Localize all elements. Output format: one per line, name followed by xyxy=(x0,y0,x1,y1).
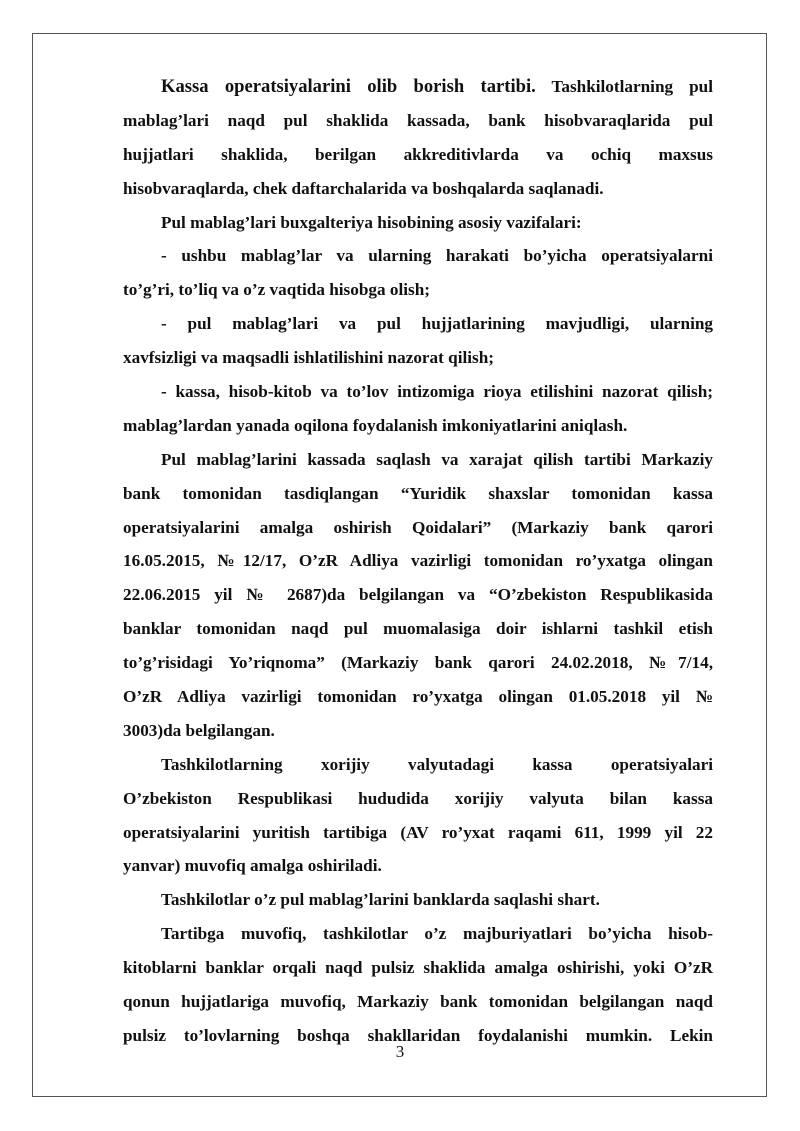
paragraph-line: Pul mablag’larini kassada saqlash va xarajat qilish tartibi Markaziy xyxy=(161,449,713,469)
section-heading: Kassa operatsiyalarini olib borish tartibi. xyxy=(161,76,536,97)
list-item-line: - pul mablag’lari va pul hujjatlarining mavjudligi, ularning xyxy=(161,314,713,334)
paragraph-line: to’g’risidagi Yo’riqnoma” (Markaziy bank qarori 24.02.2018, №7/14, xyxy=(123,653,713,673)
paragraph-line: Kassa operatsiyalarini olib borish tartibi. Tashkilotlarning pul xyxy=(161,76,713,97)
list-item-line: - ushbu mablag’lar va ularning harakati bo’yicha operatsiyalarni xyxy=(161,246,713,266)
paragraph-line: bank tomonidan tasdiqlangan “Yuridik shaxslar tomonidan kassa xyxy=(123,483,713,503)
paragraph-line: Tartibga muvofiq, tashkilotlar o’z majburiyatlari bo’yicha hisob- xyxy=(161,924,713,944)
paragraph-line: pulsiz to’lovlarning boshqa shakllaridan foydalanishi mumkin. Lekin xyxy=(123,1025,713,1045)
paragraph-line: hujjatlari shaklida, berilgan akkreditivlarda va ochiq maxsus xyxy=(123,144,713,164)
paragraph-line: operatsiyalarini yuritish tartibiga (AV ro’yxat raqami 611, 1999 yil 22 xyxy=(123,822,713,842)
list-item-line: to’g’ri, to’liq va o’z vaqtida hisobga olish; xyxy=(123,280,430,300)
paragraph-line: Pul mablag’lari buxgalteriya hisobining asosiy vazifalari: xyxy=(161,212,582,232)
paragraph-line: qonun hujjatlariga muvofiq, Markaziy bank tomonidan belgilangan naqd xyxy=(123,992,713,1012)
document-body xyxy=(123,70,713,1053)
paragraph-line: operatsiyalarini amalga oshirish Qoidalari” (Markaziy bank qarori xyxy=(123,517,713,537)
paragraph-line: mablag’lari naqd pul shaklida kassada, bank hisobvaraqlarida pul xyxy=(123,110,713,130)
list-item-line: - kassa, hisob-kitob va to’lov intizomiga rioya etilishini nazorat qilish; xyxy=(161,382,713,402)
paragraph-line: kitoblarni banklar orqali naqd pulsiz shaklida amalga oshirishi, yoki O’zR xyxy=(123,958,713,978)
paragraph-line: 16.05.2015, №12/17, O’zR Adliya vazirligi tomonidan ro’yxatga olingan xyxy=(123,551,713,571)
paragraph-line: Tashkilotlarning xorijiy valyutadagi kassa operatsiyalari xyxy=(161,754,713,774)
paragraph-line: hisobvaraqlarda, chek daftarchalarida va boshqalarda saqlanadi. xyxy=(123,178,604,198)
paragraph-line: yanvar) muvofiq amalga oshiriladi. xyxy=(123,856,382,876)
list-item-line: xavfsizligi va maqsadli ishlatilishini nazorat qilish; xyxy=(123,348,495,368)
list-item-line: mablag’lardan yanada oqilona foydalanish imkoniyatlarini aniqlash. xyxy=(123,415,628,435)
paragraph-line: 3003)da belgilangan. xyxy=(123,720,275,740)
paragraph-line: 22.06.2015 yil № 2687)da belgilangan va “O’zbekiston Respublikasida xyxy=(123,585,713,605)
paragraph-line: O’zR Adliya vazirligi tomonidan ro’yxatga olingan 01.05.2018 yil № xyxy=(123,687,713,707)
paragraph-line: O’zbekiston Respublikasi hududida xorijiy valyuta bilan kassa xyxy=(123,788,713,808)
paragraph-line: banklar tomonidan naqd pul muomalasiga doir ishlarni tashkil etish xyxy=(123,619,713,639)
paragraph-line: Tashkilotlar o’z pul mablag’larini banklarda saqlashi shart. xyxy=(161,890,600,910)
page-number: 3 xyxy=(395,1042,405,1061)
